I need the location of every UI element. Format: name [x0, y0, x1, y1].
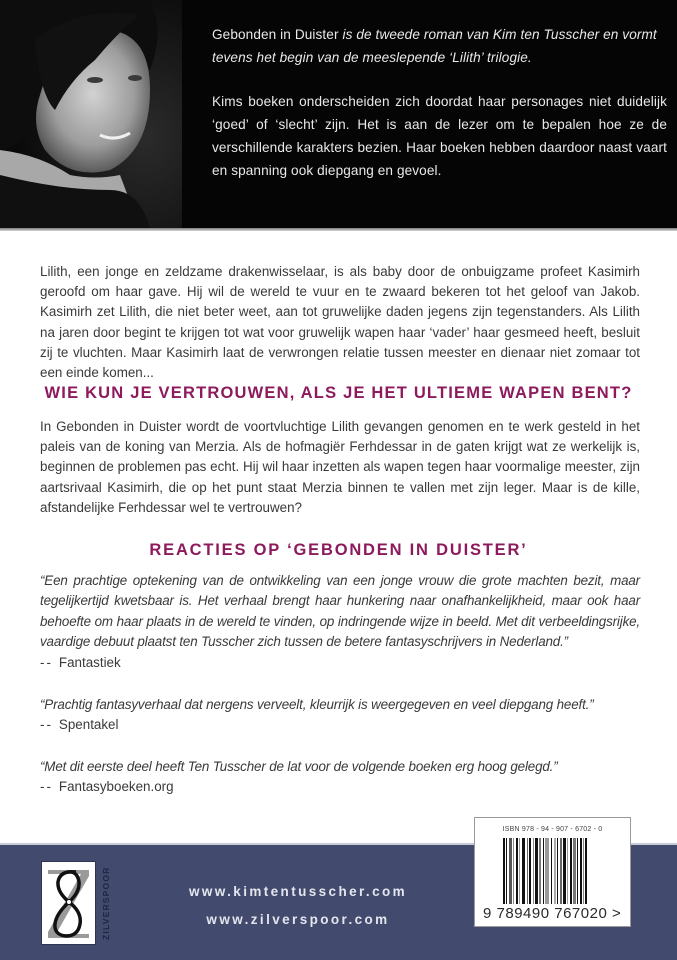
- intro-paragraph-1: [212, 23, 667, 69]
- review-source: [40, 653, 640, 673]
- intro-paragraph-2: Kims boeken onderscheiden zich doordat haar personages niet duidelijk ‘goed’ of ‘slecht’ zijn. Het is aan de lezer om te bepalen hoe ze de verschillende karakters bezien. Haar boeken hebben daardoor naast vaart en spanning ook diepgang en gevoel.: [212, 94, 667, 178]
- publisher-name: ZILVERSPOOR: [101, 866, 111, 940]
- synopsis-paragraph-1: Lilith, een jonge en zeldzame drakenwisselaar, is als baby door de onbuigzame profeet Kasimirh geroofd om haar gave. Hij wil de wereld te vuur en te zwaard bekeren tot het geloof van Jakob. Kasimirh zet Lilith, die niet beter weet, aan tot gruwelijke daden jegens zijn tegenstanders. Als Lilith na jaren door begint te krijgen tot wat voor gruwelijk wapen haar ‘vader’ haar gesmeed heeft, besluit zij te vluchten. Maar Kasimirh laat de verwrongen relatie tussen meester en dienaar niet zomaar tot een einde komen...: [40, 264, 640, 381]
- author-website-link[interactable]: www.kimtentusscher.com: [188, 884, 408, 899]
- author-photo: [0, 0, 182, 228]
- intro-sentence: is de tweede roman van Kim ten Tusscher en vormt tevens het begin van de meeslepende ‘Lilith’ trilogie.: [212, 27, 657, 65]
- tagline-heading: WIE KUN JE VERTROUWEN, ALS JE HET ULTIEME WAPEN BENT?: [44, 384, 633, 402]
- book-title: Gebonden in Duister: [212, 27, 339, 42]
- source-dash: --: [40, 717, 53, 733]
- author-intro: [212, 23, 667, 182]
- reviews-list: [40, 571, 640, 819]
- barcode-number: 9 789490 767020 >: [483, 905, 622, 922]
- source-name: Fantasyboeken.org: [58, 779, 174, 795]
- review-item: [40, 757, 640, 797]
- isbn-label: ISBN 978 - 94 - 907 - 6702 - 0: [502, 826, 603, 833]
- source-dash: --: [40, 654, 53, 670]
- review-quote: “Met dit eerste deel heeft Ten Tusscher de lat voor de volgende boeken erg hoog gelegd.”: [40, 759, 558, 775]
- band-divider: [0, 228, 677, 231]
- review-item: [40, 695, 640, 735]
- review-quote: “Prachtig fantasyverhaal dat nergens verveelt, kleurrijk is weergegeven en veel diepgang heeft.”: [40, 696, 594, 712]
- review-item: [40, 571, 640, 673]
- author-portrait-image: [0, 0, 182, 228]
- source-name: Spentakel: [58, 717, 119, 733]
- source-dash: --: [40, 779, 53, 795]
- barcode-icon: [503, 838, 603, 904]
- publisher-logo: [41, 861, 96, 945]
- review-source: [40, 777, 640, 797]
- reviews-heading: REACTIES OP ‘GEBONDEN IN DUISTER’: [149, 541, 528, 559]
- isbn-barcode: [474, 817, 631, 927]
- review-quote: “Een prachtige optekening van de ontwikkeling van een jonge vrouw die grote machten bezit, maar tegelijkertijd kwetsbaar is. Het verhaal brengt haar hunkering naar onafhankelijkheid, maar ook haar behoefte om haar plaats in de wereld te vinden, op indringende wijze in beeld. Met dit verbeeldingsrijke, vaardige debuut plaatst ten Tusscher zich tussen de betere fantasyschrijvers in Nederland.”: [40, 573, 640, 650]
- website-links: [160, 878, 436, 934]
- source-name: Fantastiek: [58, 654, 121, 670]
- zilverspoor-logo-icon: [42, 862, 95, 944]
- review-source: [40, 715, 640, 735]
- synopsis-paragraph-2: In Gebonden in Duister wordt de voortvluchtige Lilith gevangen genomen en te werk gesteld in het paleis van de koning van Merzia. Als de hofmagiër Ferhdessar in de gaten krijgt wat ze werkelijk is, beginnen de problemen pas echt. Hij wil haar inzetten als wapen tegen haar voormalige meester, zijn aartsrivaal Kasimirh, die op het punt staat Merzia binnen te vallen met zijn leger. Maar is de kille, afstandelijke Ferhdessar wel te vertrouwen?: [40, 419, 640, 515]
- author-band: [0, 0, 677, 228]
- publisher-website-link[interactable]: www.zilverspoor.com: [206, 912, 390, 927]
